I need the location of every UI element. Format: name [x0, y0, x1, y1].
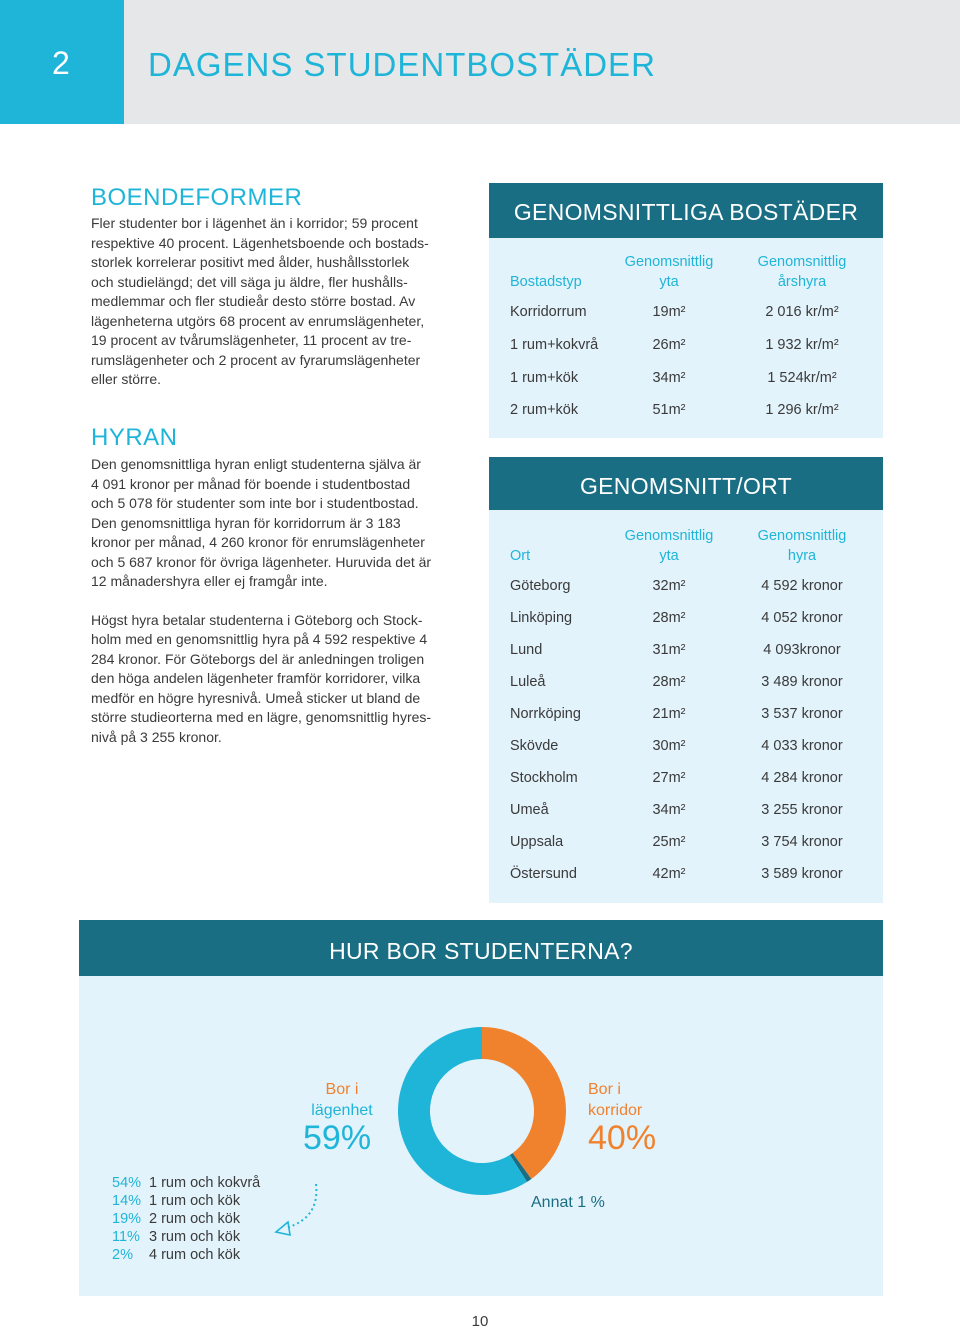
cell-ort: Göteborg — [510, 578, 571, 594]
label-line: lägenhet — [311, 1102, 373, 1119]
cell-yta: 27m² — [652, 770, 686, 786]
cell-ort: Stockholm — [510, 770, 578, 786]
cell-bostadstyp: Korridorrum — [510, 304, 587, 320]
table-genomsnittliga-bostader — [489, 183, 883, 438]
table-title: GENOMSNITTLIGA BOSTÄDER — [489, 183, 883, 238]
cell-arshyra: 2 016 kr/m² — [765, 304, 839, 320]
column-header-yta — [615, 527, 723, 566]
text-line: kronor per månad, 4 260 kronor för enrumslägenheter — [91, 534, 425, 550]
cell-yta: 30m² — [652, 738, 686, 754]
chapter-header — [0, 0, 960, 124]
text-line: 4 091 kronor per månad för boende i studentbostad — [91, 475, 411, 492]
text-line: och studielängd; det vill säga ju äldre, fler hushålls- — [91, 273, 408, 290]
housing-donut-chart — [397, 1026, 567, 1196]
text-line: eller större. — [91, 371, 162, 387]
cell-ort: Östersund — [510, 866, 577, 882]
text-line: lägenheterna utgörs 68 procent av enrumslägenheter, — [91, 312, 425, 329]
header-line: Genomsnittlig — [757, 254, 847, 270]
cell-ort: Uppsala — [510, 834, 564, 850]
text-line: Fler studenter bor i lägenhet än i korridor; 59 procent — [91, 215, 418, 231]
text-line: och 5 078 för studenter som inte bor i studentbostad. — [91, 495, 419, 511]
text-line: medför en högre hyresnivå. Umeå sticker ut bland de — [91, 689, 421, 706]
chapter-number: 2 — [52, 45, 70, 81]
text-line: rumslägenheter och 2 procent av fyrarumslägenheter — [91, 351, 421, 368]
legend-pct: 14% — [112, 1193, 142, 1209]
cell-hyra: 3 754 kronor — [761, 834, 843, 850]
legend-pct: 2% — [112, 1247, 133, 1263]
cell-arshyra: 1 524kr/m² — [767, 370, 837, 386]
cell-hyra: 4 033 kronor — [761, 738, 843, 754]
hyran-heading: HYRAN — [91, 424, 178, 451]
text-line: medlemmar och fler studieår desto större bostad. Av — [91, 293, 416, 309]
text-line: 12 månadershyra eller ej framgår inte. — [91, 573, 328, 589]
text-line: och 5 687 kronor för övriga lägenheter. Huruvida det är — [91, 553, 432, 570]
other-label: Annat 1 % — [531, 1194, 605, 1211]
cell-yta: 34m² — [652, 802, 686, 818]
cell-yta: 31m² — [652, 642, 686, 658]
cell-bostadstyp: 1 rum+kök — [510, 370, 579, 386]
corridor-label — [588, 1079, 642, 1121]
cell-yta: 19m² — [652, 304, 686, 320]
cell-hyra: 3 589 kronor — [761, 866, 843, 882]
cell-ort: Linköping — [510, 610, 573, 626]
chapter-title: DAGENS STUDENTBOSTÄDER — [148, 46, 656, 83]
cell-ort: Lund — [510, 642, 543, 658]
page-number: 10 — [471, 1313, 489, 1330]
cell-ort: Umeå — [510, 802, 549, 818]
text-line: den höga andelen lägenheter framför korridorer, vilka — [91, 670, 421, 686]
hyran-paragraph-1 — [91, 455, 463, 592]
cell-hyra: 3 489 kronor — [761, 674, 843, 690]
apartment-label — [300, 1079, 384, 1121]
header-line: yta — [659, 547, 679, 564]
cell-hyra: 4 592 kronor — [761, 578, 843, 594]
cell-yta: 42m² — [652, 866, 686, 882]
legend-label: 3 rum och kök — [149, 1229, 241, 1245]
boendeformer-text — [91, 214, 463, 390]
text-line: storlek korrelerar positivt med ålder, hushållsstorlek — [91, 254, 410, 270]
label-line: korridor — [588, 1102, 643, 1119]
table-title: GENOMSNITT/ORT — [489, 457, 883, 510]
cell-arshyra: 1 296 kr/m² — [765, 402, 839, 418]
label-line: Bor i — [588, 1081, 621, 1098]
label-line: Bor i — [325, 1081, 359, 1098]
legend-label: 4 rum och kök — [149, 1247, 241, 1263]
legend-pct: 11% — [112, 1229, 140, 1245]
legend-item — [112, 1228, 260, 1246]
cell-yta: 28m² — [652, 674, 686, 690]
cell-bostadstyp: 1 rum+kokvrå — [510, 337, 599, 353]
cell-yta: 51m² — [652, 402, 686, 418]
column-header-hyra — [733, 527, 871, 566]
cell-hyra: 3 537 kronor — [761, 706, 843, 722]
text-line: nivå på 3 255 kronor. — [91, 728, 222, 745]
boendeformer-section — [91, 184, 463, 390]
corridor-percentage: 40% — [588, 1119, 657, 1157]
legend-item — [112, 1210, 260, 1228]
legend-pct: 54% — [112, 1175, 142, 1191]
cell-hyra: 4 052 kronor — [761, 610, 843, 626]
dotted-arrow-icon — [268, 1180, 328, 1240]
panel-title: HUR BOR STUDENTERNA? — [79, 920, 883, 976]
header-line: hyra — [787, 547, 817, 564]
table-genomsnitt-ort — [489, 457, 883, 903]
cell-hyra: 4 284 kronor — [761, 770, 843, 786]
text-line: Högst hyra betalar studenterna i Göteborg och Stock- — [91, 611, 423, 628]
header-line: yta — [659, 273, 679, 290]
column-header-yta — [615, 253, 723, 292]
text-line: holm med en genomsnittlig hyra på 4 592 respektive 4 — [91, 631, 428, 647]
column-header-arshyra — [733, 253, 871, 292]
header-line: Genomsnittlig — [757, 528, 847, 544]
cell-bostadstyp: 2 rum+kök — [510, 402, 579, 418]
legend-item — [112, 1192, 260, 1210]
boendeformer-heading: BOENDEFORMER — [91, 184, 303, 211]
header-line: årshyra — [777, 273, 827, 290]
column-header-ort: Ort — [510, 548, 531, 564]
cell-hyra: 3 255 kronor — [761, 802, 843, 818]
header-line: Genomsnittlig — [624, 254, 714, 270]
cell-yta: 21m² — [652, 706, 686, 722]
text-line: större studieorterna med en lägre, genomsnittlig hyres- — [91, 709, 432, 725]
legend-label: 1 rum och kokvrå — [149, 1175, 261, 1191]
legend-item — [112, 1246, 260, 1264]
slice-korridor — [482, 1027, 566, 1179]
legend-label: 1 rum och kök — [149, 1193, 241, 1209]
cell-yta: 34m² — [652, 370, 686, 386]
header-line: Genomsnittlig — [624, 528, 714, 544]
cell-yta: 26m² — [652, 337, 686, 353]
text-line: 284 kronor. För Göteborgs del är anledningen troligen — [91, 650, 425, 667]
cell-ort: Skövde — [510, 738, 559, 754]
text-line: Den genomsnittliga hyran enligt studenterna själva är — [91, 456, 421, 472]
text-line: Den genomsnittliga hyran för korridorrum är 3 183 — [91, 514, 401, 531]
hyran-section — [91, 424, 463, 747]
cell-hyra: 4 093kronor — [763, 642, 841, 658]
legend-label: 2 rum och kök — [149, 1211, 241, 1227]
chapter-number-block — [0, 0, 124, 124]
legend-pct: 19% — [112, 1211, 142, 1227]
apartment-percentage: 59% — [303, 1119, 372, 1157]
text-line: 19 procent av tvårumslägenheter, 11 procent av tre- — [91, 332, 412, 348]
cell-arshyra: 1 932 kr/m² — [765, 337, 839, 353]
apartment-size-legend — [112, 1174, 260, 1264]
cell-yta: 28m² — [652, 610, 686, 626]
column-header-bostadstyp: Bostadstyp — [510, 274, 582, 290]
cell-ort: Norrköping — [510, 706, 581, 722]
text-line: respektive 40 procent. Lägenhetsboende och bostads- — [91, 234, 429, 251]
cell-ort: Luleå — [510, 674, 546, 690]
legend-item — [112, 1174, 260, 1192]
hyran-paragraph-2 — [91, 611, 463, 748]
cell-yta: 32m² — [652, 578, 686, 594]
cell-yta: 25m² — [652, 834, 686, 850]
